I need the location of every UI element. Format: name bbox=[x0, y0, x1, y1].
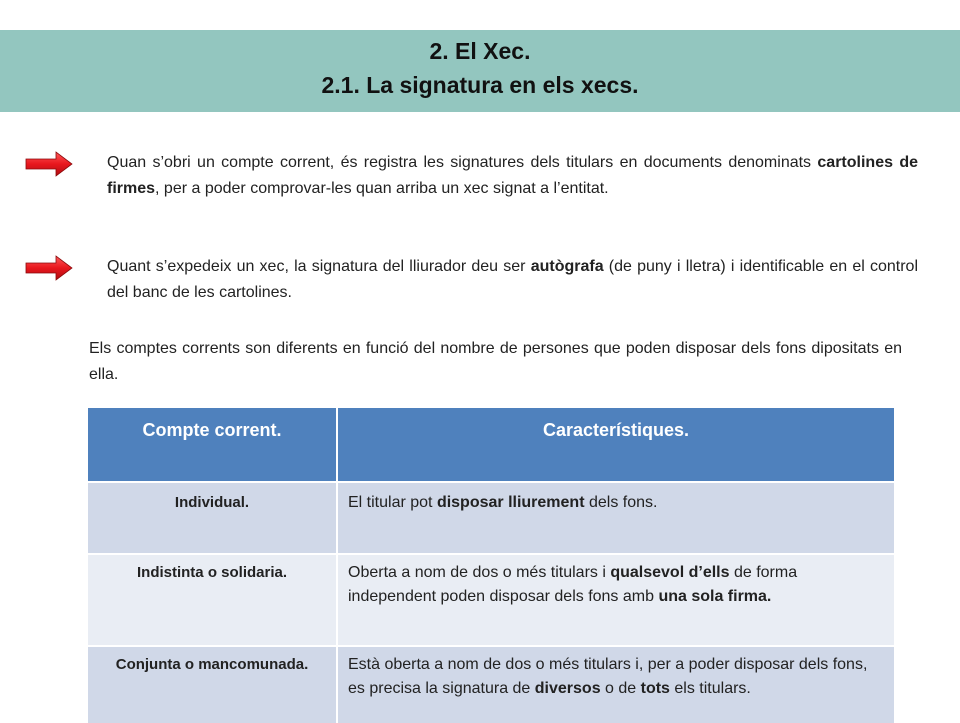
bold-text: diversos bbox=[534, 680, 601, 697]
account-type: Individual. bbox=[88, 482, 337, 554]
bold-text: qualsevol d’ells bbox=[610, 564, 730, 581]
bold-text: cartolines de firmes bbox=[107, 154, 919, 197]
account-description bbox=[337, 482, 895, 554]
title-banner bbox=[0, 30, 960, 112]
account-type: Conjunta o mancomunada. bbox=[88, 646, 337, 723]
text: Quant s’expedeix un xec, la signatura del lliurador deu ser bbox=[107, 258, 531, 275]
account-description bbox=[337, 646, 895, 723]
slide-title: 2. El Xec. bbox=[429, 38, 531, 64]
table-row bbox=[88, 482, 895, 554]
accounts-table bbox=[88, 408, 896, 723]
bold-text: autògrafa bbox=[530, 258, 604, 275]
text: Oberta a nom de dos o més titulars i bbox=[348, 564, 611, 581]
paragraph-cartolines bbox=[107, 150, 918, 202]
column-header: Característiques. bbox=[337, 408, 895, 482]
bold-text: tots bbox=[640, 680, 670, 697]
bold-text: una sola firma. bbox=[658, 588, 772, 605]
text: (de puny i lletra) i identificable en el control del banc de les cartolines. bbox=[107, 258, 919, 301]
text: Està oberta a nom de dos o més titulars i, per a poder disposar dels fons, es precisa la signatura de bbox=[348, 656, 868, 697]
paragraph-autografa bbox=[107, 254, 918, 306]
text: , per a poder comprovar-les quan arriba un xec signat a l’entitat. bbox=[155, 180, 609, 197]
table-header-row bbox=[88, 408, 895, 482]
paragraph-comptes: Els comptes corrents son diferents en funció del nombre de persones que poden disposar dels fons dipositats en ella. bbox=[89, 340, 902, 383]
table-row bbox=[88, 554, 895, 646]
slide-subtitle: 2.1. La signatura en els xecs. bbox=[321, 72, 639, 98]
column-header: Compte corrent. bbox=[88, 408, 337, 482]
text: Quan s’obri un compte corrent, és registra les signatures dels titulars en documents denominats bbox=[107, 154, 818, 171]
red-arrow-icon bbox=[24, 254, 74, 282]
text: de forma independent poden disposar dels fons amb bbox=[348, 564, 798, 605]
text: o de bbox=[600, 680, 641, 697]
table-row bbox=[88, 646, 895, 723]
text: dels fons. bbox=[584, 494, 658, 511]
text: els titulars. bbox=[669, 680, 751, 697]
account-description bbox=[337, 554, 895, 646]
account-type: Indistinta o solidaria. bbox=[88, 554, 337, 646]
text: El titular pot bbox=[348, 494, 437, 511]
red-arrow-icon bbox=[24, 150, 74, 178]
bold-text: disposar lliurement bbox=[436, 494, 585, 511]
